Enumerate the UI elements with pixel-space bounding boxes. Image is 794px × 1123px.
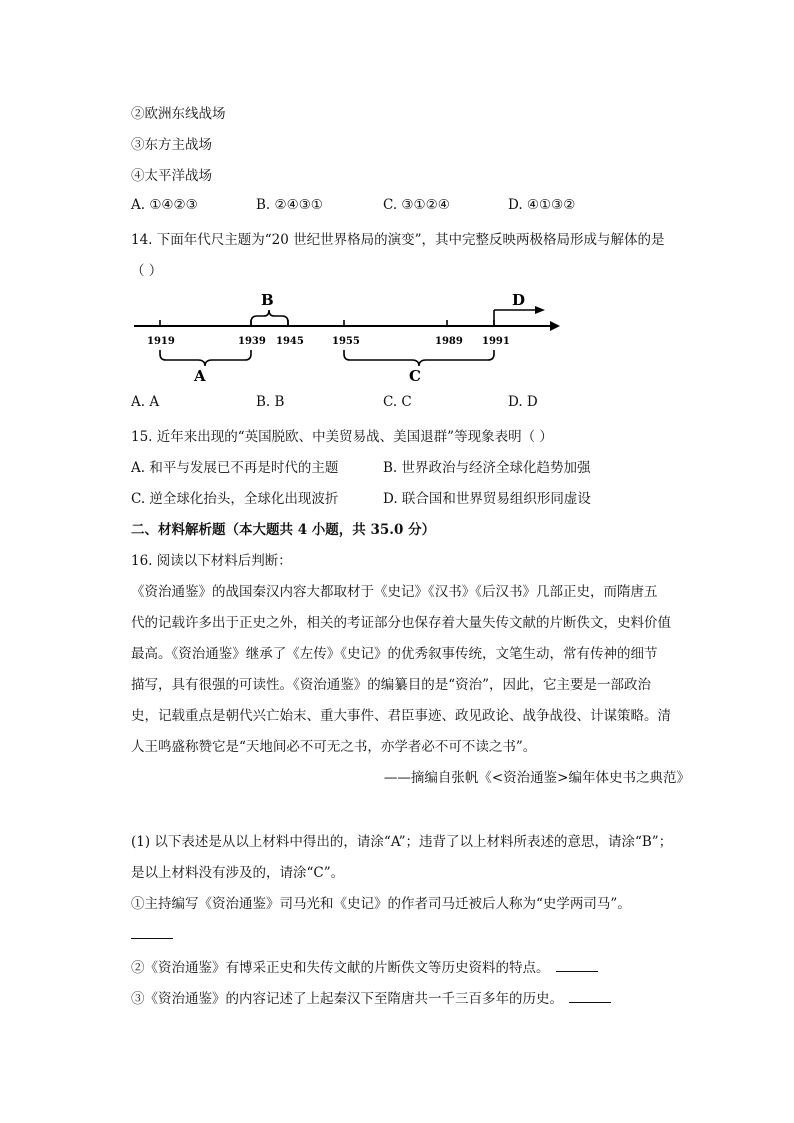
q16-statement-2-row [131,956,598,976]
brace-b [251,310,288,326]
brace-b-label: B [261,291,274,309]
q16-source-citation: ——摘编自张帆《<资治通鉴>编年体史书之典范》 [383,770,690,786]
year-label-1945: 1945 [276,336,304,347]
answer-blank-1[interactable] [131,938,173,939]
q13-option-b: B. ②④③① [256,197,323,213]
q16-statement-2: ②《资治通鉴》有博采正史和失传文献的片断佚文等历史资料的特点。 [131,960,550,976]
q14-option-c: C. C [383,394,412,410]
q16-material-line-4: 描写，具有很强的可读性。《资治通鉴》的编纂目的是“资治”，因此，它主要是一部政治 [131,677,652,693]
q14-stem: 14. 下面年代尺主题为“20 世纪世界格局的演变”，其中完整反映两极格局形成与解体的是 [131,232,665,248]
q14-option-b: B. B [256,394,285,410]
q15-stem: 15. 近年来出现的“英国脱欧、中美贸易战、美国退群”等现象表明（ ） [131,429,553,445]
q13-option-a: A. ①④②③ [131,197,198,213]
q15-option-d: D. 联合国和世界贸易组织形同虚设 [383,491,591,507]
brace-c [344,350,494,366]
timeline-arrowhead [550,321,560,331]
q16-part1-instruction-2: 是以上材料没有涉及的，请涂“C”。 [131,865,345,881]
q16-material-line-3: 最高。《资治通鉴》继承了《左传》《史记》的优秀叙事传统，文笔生动，常有传神的细节 [131,646,658,662]
arrow-d-head [535,306,545,314]
brace-a-label: A [194,367,206,385]
answer-blank-2[interactable] [556,970,598,972]
q15-option-a: A. 和平与发展已不再是时代的主题 [131,460,339,476]
year-label-1919: 1919 [147,336,175,347]
q16-part1-instruction-1: (1) 以下表述是从以上材料中得出的，请涂“A”；违背了以上材料所表述的意思，请涂“B”； [131,834,673,850]
answer-blank-3[interactable] [569,1001,611,1003]
q14-option-d: D. D [508,394,538,410]
q13-option-d: D. ④①③② [508,197,576,213]
q16-material-line-5: 史，记载重点是朝代兴亡始末、重大事件、君臣事迹、政见政论、战争战役、计谋策略。清 [131,708,671,724]
q13-item-3: ③东方主战场 [131,137,212,153]
q15-option-c: C. 逆全球化抬头，全球化出现波折 [131,491,339,507]
q16-material-line-1: 《资治通鉴》的战国秦汉内容大都取材于《史记》《汉书》《后汉书》几部正史，而隋唐五 [131,584,658,600]
q16-stem: 16. 阅读以下材料后判断： [131,553,292,569]
year-label-1939: 1939 [238,336,266,347]
q15-option-b: B. 世界政治与经济全球化趋势加强 [383,460,591,476]
q13-item-4: ④太平洋战场 [131,168,212,184]
arrow-d-label: D [512,291,526,309]
year-label-1989: 1989 [435,336,463,347]
q16-material-line-6: 人王鸣盛称赞它是“天地间必不可无之书，亦学者必不可不读之书”。 [131,739,537,755]
timeline-diagram [130,288,570,388]
q13-option-c: C. ③①②④ [383,197,450,213]
brace-a [160,350,251,366]
year-label-1955: 1955 [332,336,360,347]
q16-statement-1: ①主持编写《资治通鉴》司马光和《史记》的作者司马迁被后人称为“史学两司马”。 [131,896,631,912]
section-2-heading: 二、材料解析题（本大题共 4 小题，共 35.0 分） [131,522,436,538]
year-label-1991: 1991 [482,336,510,347]
q14-answer-paren: （ ） [131,263,163,279]
brace-c-label: C [409,367,421,385]
q13-item-2: ②欧洲东线战场 [131,106,226,122]
q16-material-line-2: 代的记载许多出于正史之外，相关的考证部分也保存着大量失传文献的片断佚文，史料价值 [131,615,671,631]
q14-option-a: A. A [131,394,160,410]
q16-statement-3: ③《资治通鉴》的内容记述了上起秦汉下至隋唐共一千三百多年的历史。 [131,991,563,1007]
q16-statement-3-row [131,987,611,1007]
